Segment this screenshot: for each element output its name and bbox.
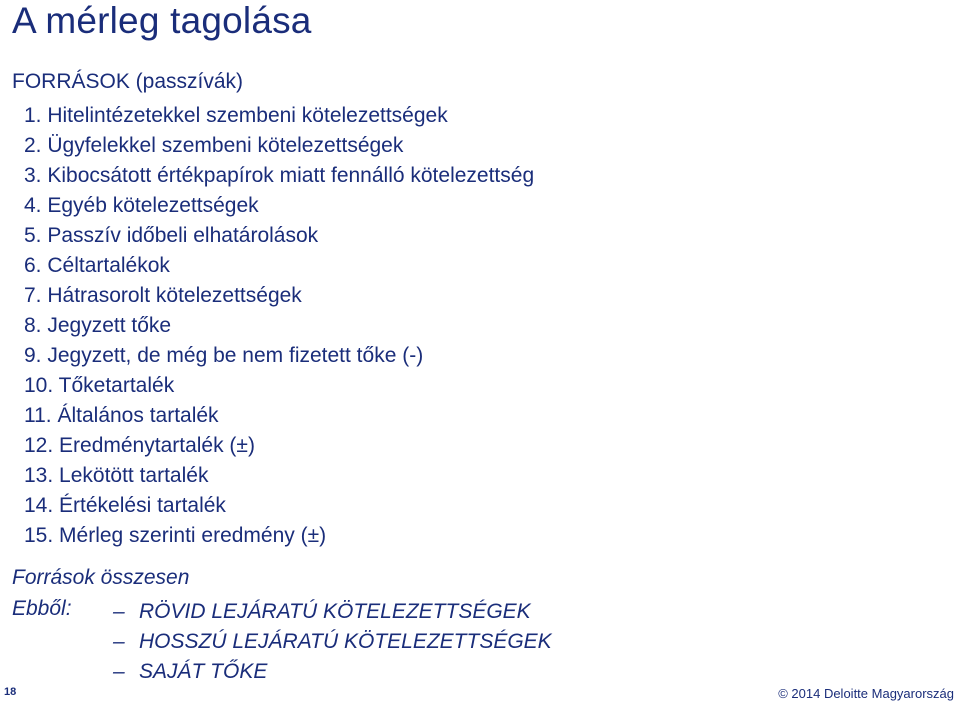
list-item: 10. Tőketartalék xyxy=(24,374,175,397)
section-heading: FORRÁSOK (passzívák) xyxy=(12,70,244,93)
list-item: 12. Eredménytartalék (±) xyxy=(24,434,255,457)
breakdown-item-label: SAJÁT TŐKE xyxy=(139,660,268,683)
list-item: 7. Hátrasorolt kötelezettségek xyxy=(24,284,302,307)
list-item: 6. Céltartalékok xyxy=(24,254,170,277)
liabilities-list xyxy=(24,101,534,551)
list-item: 4. Egyéb kötelezettségek xyxy=(24,194,259,217)
copyright-footer: © 2014 Deloitte Magyarország xyxy=(778,686,954,701)
breakdown-item xyxy=(113,597,552,627)
breakdown-label: Ebből: xyxy=(12,597,72,620)
list-item: 3. Kibocsátott értékpapírok miatt fennálló kötelezettség xyxy=(24,164,535,187)
breakdown-item xyxy=(113,627,552,657)
dash-bullet: – xyxy=(113,630,125,653)
list-item: 8. Jegyzett tőke xyxy=(24,314,172,337)
list-item: 14. Értékelési tartalék xyxy=(24,494,226,517)
list-item: 9. Jegyzett, de még be nem fizetett tőke (-) xyxy=(24,344,424,367)
list-item: 2. Ügyfelekkel szembeni kötelezettségek xyxy=(24,134,404,157)
dash-bullet: – xyxy=(113,600,125,623)
list-item: 1. Hitelintézetekkel szembeni kötelezettségek xyxy=(24,104,448,127)
dash-bullet: – xyxy=(113,660,125,683)
list-item: 11. Általános tartalék xyxy=(24,404,219,427)
list-item: 5. Passzív időbeli elhatárolások xyxy=(24,224,319,247)
list-item: 13. Lekötött tartalék xyxy=(24,464,209,487)
breakdown-item xyxy=(113,657,552,687)
page-number: 18 xyxy=(4,686,17,698)
breakdown-item-label: RÖVID LEJÁRATÚ KÖTELEZETTSÉGEK xyxy=(139,600,531,623)
slide-title: A mérleg tagolása xyxy=(12,0,312,41)
breakdown-list xyxy=(113,597,552,687)
breakdown-item-label: HOSSZÚ LEJÁRATÚ KÖTELEZETTSÉGEK xyxy=(139,630,552,653)
total-liabilities-label: Források összesen xyxy=(12,566,190,589)
list-item: 15. Mérleg szerinti eredmény (±) xyxy=(24,524,327,547)
